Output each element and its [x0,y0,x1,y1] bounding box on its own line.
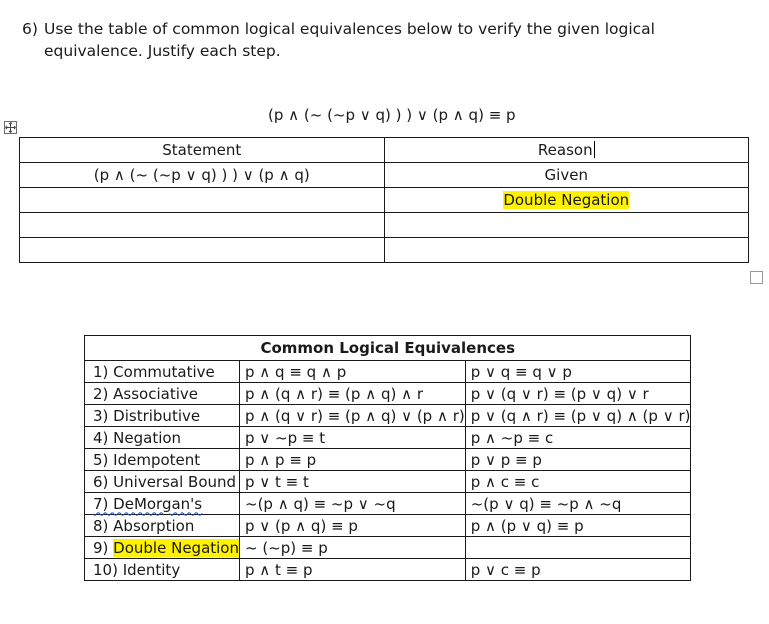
law-row [85,559,691,581]
law-row [85,449,691,471]
law-name: 3) Distributive [85,405,240,427]
law-row [85,493,691,515]
highlighted-reason: Double Negation [503,191,630,209]
law-name: 4) Negation [85,427,240,449]
law-row [85,515,691,537]
law-form-or: p ∨ c ≡ p [465,559,691,581]
equivalences-title-row [85,336,691,361]
law-form-and: p ∧ t ≡ p [240,559,466,581]
law-name: 8) Absorption [85,515,240,537]
equivalences-table [84,335,691,581]
problem-number: 6) [22,20,38,38]
law-form-or: p ∨ (q ∨ r) ≡ (p ∨ q) ∨ r [465,383,691,405]
law-form-or: p ∨ q ≡ q ∨ p [465,361,691,383]
reason-header-label: Reason [537,141,593,159]
law-row [85,383,691,405]
law-row [85,405,691,427]
law-form-and: p ∧ p ≡ p [240,449,466,471]
law-form-and: p ∨ ~p ≡ t [240,427,466,449]
law-row [85,427,691,449]
statement-cell[interactable] [20,188,385,213]
law-name [85,537,240,559]
law-form-and: p ∧ q ≡ q ∧ p [240,361,466,383]
law-name: 6) Universal Bound [85,471,240,493]
statement-cell[interactable]: (p ∧ (~ (~p ∨ q) ) ) ∨ (p ∧ q) [20,163,385,188]
table-resize-handle[interactable] [750,271,763,284]
equivalences-title: Common Logical Equivalences [85,336,691,361]
reason-cell[interactable] [384,213,749,238]
proof-table [19,137,749,263]
proof-row [20,188,749,213]
law-form-and: p ∧ (q ∨ r) ≡ (p ∧ q) ∨ (p ∧ r) [240,405,466,427]
law-name: 5) Idempotent [85,449,240,471]
law-form-or: ~(p ∨ q) ≡ ~p ∧ ~q [465,493,691,515]
law-form-or: p ∧ ~p ≡ c [465,427,691,449]
law-form-or [465,537,691,559]
reason-cell[interactable] [384,188,749,213]
table-move-handle-icon[interactable] [4,121,17,134]
text-cursor [594,141,595,158]
reason-cell[interactable]: Given [384,163,749,188]
law-form-and: p ∧ (q ∧ r) ≡ (p ∧ q) ∧ r [240,383,466,405]
law-form-and: p ∨ (p ∧ q) ≡ p [240,515,466,537]
proof-row [20,163,749,188]
highlighted-law-name: Double Negation [113,538,239,557]
law-name-text: 7) DeMorgan's [93,494,203,513]
law-name: 10) Identity [85,559,240,581]
law-name: 2) Associative [85,383,240,405]
statement-cell[interactable] [20,213,385,238]
reason-header[interactable] [384,138,749,163]
problem-text: Use the table of common logical equivalences below to verify the given logical equivalence. Justify each step. [44,20,655,60]
law-form-and: ~(p ∧ q) ≡ ~p ∨ ~q [240,493,466,515]
proof-row [20,238,749,263]
law-row [85,471,691,493]
given-equivalence: (p ∧ (~ (~p ∨ q) ) ) ∨ (p ∧ q) ≡ p [268,106,516,124]
proof-header-row [20,138,749,163]
law-name [85,493,240,515]
law-form-or: p ∨ p ≡ p [465,449,691,471]
law-form-and: p ∨ t ≡ t [240,471,466,493]
reason-cell[interactable] [384,238,749,263]
statement-cell[interactable] [20,238,385,263]
law-form-or: p ∧ c ≡ c [465,471,691,493]
law-form-or: p ∨ (q ∧ r) ≡ (p ∨ q) ∧ (p ∨ r) [465,405,691,427]
proof-row [20,213,749,238]
law-name-prefix: 9) [93,538,114,557]
law-row [85,537,691,559]
law-form-or: p ∧ (p ∨ q) ≡ p [465,515,691,537]
law-row [85,361,691,383]
law-name: 1) Commutative [85,361,240,383]
statement-header[interactable]: Statement [20,138,385,163]
law-form-and: ~ (~p) ≡ p [240,537,466,559]
